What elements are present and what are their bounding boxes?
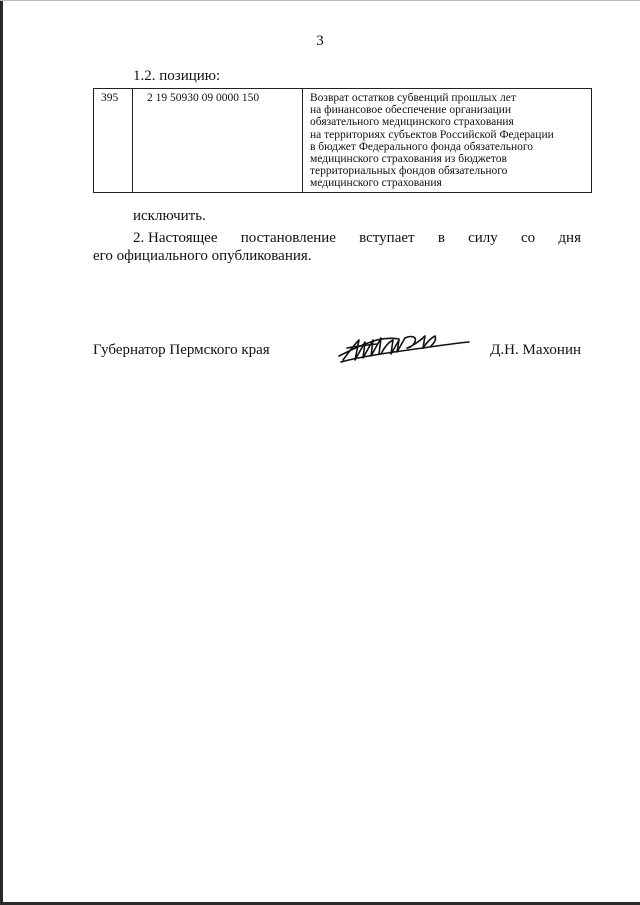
name-line: Возврат остатков субвенций прошлых лет (310, 92, 516, 104)
name-line: на финансовое обеспечение организации (310, 104, 512, 117)
table-cell-number: 395 (94, 89, 133, 193)
paragraph-2-line-1 (93, 229, 581, 247)
signatory-title: Губернатор Пермского края (93, 342, 270, 358)
word: постановление (240, 230, 336, 246)
table-row (94, 89, 592, 193)
word: дня (558, 230, 581, 246)
item-heading: 1.2. позицию: (133, 68, 221, 84)
exclude-text: исключить. (133, 208, 206, 224)
scan-edge-top (0, 0, 640, 1)
paragraph-2-line-2: его официального опубликования. (93, 248, 312, 264)
signatory-name: Д.Н. Махонин (490, 342, 581, 358)
name-line: на территориях субъектов Российской Федерации (310, 128, 554, 141)
word: силу (468, 230, 498, 246)
word: со (521, 230, 536, 246)
table-cell-code: 2 19 50930 09 0000 150 (133, 89, 303, 193)
page-number: 3 (316, 33, 324, 49)
word: вступает (359, 230, 415, 246)
name-line: обязательного медицинского страхования (310, 116, 514, 129)
word: 2. Настоящее (133, 230, 218, 246)
signature-block (93, 342, 581, 372)
table-cell-name (303, 89, 592, 193)
handwritten-signature (333, 326, 473, 368)
name-line: в бюджет Федерального фонда обязательного (310, 140, 534, 153)
word: в (437, 230, 445, 246)
name-line: медицинского страхования из бюджетов (310, 153, 507, 166)
positions-table (93, 88, 592, 193)
name-line: территориальных фондов обязательного (310, 165, 508, 178)
scan-edge-left (0, 0, 3, 905)
name-line: медицинского страхования (310, 177, 442, 190)
paragraph-2 (93, 229, 581, 265)
